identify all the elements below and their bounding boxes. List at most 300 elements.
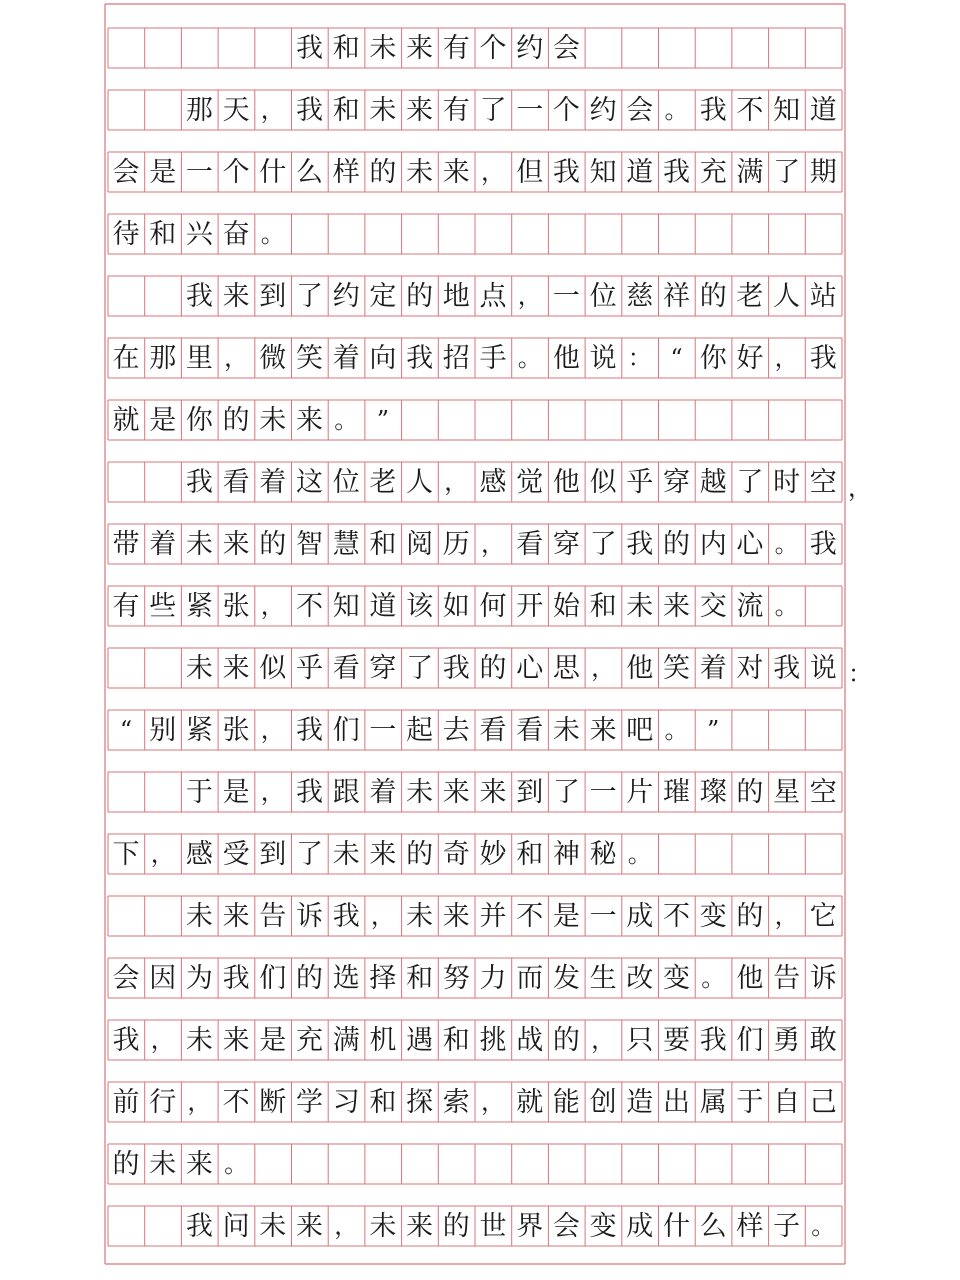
text-char: 了 [479, 94, 507, 126]
text-char: 未 [185, 528, 213, 560]
text-char: 会 [626, 94, 654, 126]
text-char: 充 [296, 1024, 323, 1056]
text-char: ， [224, 344, 249, 372]
text-char: 个 [552, 94, 580, 126]
text-char: 样 [332, 156, 360, 188]
text-char: 和 [589, 590, 617, 622]
text-char: 一 [185, 156, 213, 188]
text-char: 一 [516, 94, 544, 126]
text-char: 生 [589, 962, 617, 994]
text-char: 流 [736, 590, 764, 622]
text-char: 们 [332, 714, 360, 746]
text-char: 乎 [626, 466, 654, 498]
text-char: 我 [296, 94, 323, 126]
overflow-punctuation: ： [848, 660, 872, 688]
text-char: ， [591, 654, 616, 682]
text-char: ： [627, 344, 652, 372]
text-char: 来 [222, 280, 250, 312]
text-char: 了 [406, 652, 434, 684]
text-char: 知 [332, 590, 360, 622]
text-char: 的 [479, 652, 507, 684]
text-char: 道 [369, 590, 397, 622]
text-char: 行 [149, 1086, 177, 1118]
text-char: 知 [589, 156, 617, 188]
text-char: 诉 [809, 962, 837, 994]
text-char: 未 [406, 776, 434, 808]
text-char: 笑 [296, 342, 323, 374]
text-char: 交 [699, 590, 727, 622]
text-char: 择 [369, 962, 397, 994]
text-char: 智 [296, 528, 323, 560]
title-char: 个 [479, 32, 507, 64]
text-char: 个 [222, 156, 250, 188]
text-char: 穿 [369, 652, 397, 684]
text-char: 们 [736, 1024, 764, 1056]
text-char: 学 [296, 1086, 323, 1118]
text-char: 的 [699, 280, 727, 312]
text-char: 张 [222, 590, 250, 622]
text-char: 说 [589, 342, 617, 374]
text-char: 会 [112, 962, 140, 994]
text-char: 力 [479, 962, 507, 994]
text-char: 属 [699, 1086, 727, 1118]
text-char: 张 [222, 714, 250, 746]
text-char: 探 [406, 1086, 434, 1118]
text-char: 就 [112, 404, 140, 436]
text-char: 他 [552, 466, 580, 498]
text-char: 充 [699, 156, 727, 188]
text-char: 来 [222, 1024, 250, 1056]
text-char: 了 [296, 838, 323, 870]
text-char: 告 [259, 900, 287, 932]
text-char: ， [481, 1088, 505, 1116]
text-char: 们 [259, 962, 287, 994]
text-char: 。 [774, 530, 799, 558]
text-char: 的 [442, 1210, 470, 1242]
text-char: 人 [773, 280, 801, 312]
text-char: 他 [626, 652, 654, 684]
text-char: 了 [552, 776, 580, 808]
text-char: 知 [773, 94, 801, 126]
text-char: 带 [112, 528, 140, 560]
text-char: ， [260, 716, 285, 744]
text-char: 并 [479, 900, 507, 932]
text-char: ， [481, 158, 505, 186]
text-char: 未 [259, 1210, 287, 1242]
text-char: 微 [259, 342, 287, 374]
text-char: 到 [516, 776, 544, 808]
title-char: 未 [369, 32, 397, 64]
text-char: 似 [589, 466, 617, 498]
text-char: 。 [627, 840, 652, 868]
text-char: 秘 [589, 838, 617, 870]
text-char: 告 [773, 962, 801, 994]
text-char: 为 [185, 962, 213, 994]
text-char: 心 [516, 652, 544, 684]
text-char: 对 [736, 652, 764, 684]
text-char: 未 [369, 1210, 397, 1242]
text-char: 未 [149, 1148, 177, 1180]
text-char: 看 [516, 528, 544, 560]
text-char: 和 [369, 1086, 397, 1118]
text-char: 别 [149, 714, 177, 746]
text-char: 看 [516, 714, 544, 746]
text-char: 我 [552, 156, 580, 188]
text-char: 来 [663, 590, 690, 622]
text-char: 的 [736, 776, 764, 808]
text-char: 我 [406, 342, 434, 374]
text-char: 未 [406, 156, 434, 188]
text-char: 我 [185, 280, 213, 312]
text-char: 不 [296, 590, 323, 622]
text-char: 的 [406, 280, 434, 312]
text-char: ， [517, 282, 542, 310]
text-char: ” [707, 716, 720, 744]
text-char: 空 [809, 776, 837, 808]
text-char: 和 [332, 94, 360, 126]
text-char: 奋 [222, 218, 250, 250]
text-char: 历 [442, 528, 470, 560]
text-char: 兴 [185, 218, 213, 250]
text-char: 未 [626, 590, 654, 622]
text-char: 成 [626, 1210, 654, 1242]
text-char: 变 [699, 900, 727, 932]
text-char: 跟 [332, 776, 360, 808]
text-char: 那 [185, 94, 213, 126]
text-char: 世 [479, 1210, 507, 1242]
text-char: 。 [224, 1150, 249, 1178]
text-char: 感 [479, 466, 507, 498]
text-char: 祥 [663, 280, 690, 312]
text-char: 的 [663, 528, 690, 560]
text-char: 慧 [332, 528, 360, 560]
text-char: 来 [296, 1210, 323, 1242]
text-char: “ [119, 716, 133, 744]
text-char: 挑 [479, 1024, 507, 1056]
text-char: 了 [296, 280, 323, 312]
text-char: ， [774, 344, 799, 372]
text-char: 定 [369, 280, 397, 312]
text-char: 我 [185, 466, 213, 498]
text-char: 不 [663, 900, 690, 932]
text-char: 地 [442, 280, 470, 312]
text-char: 来 [222, 528, 250, 560]
text-char: ， [187, 1088, 212, 1116]
text-char: 于 [185, 776, 213, 808]
text-char: 思 [552, 652, 580, 684]
text-char: 未 [185, 652, 213, 684]
text-char: 越 [699, 466, 727, 498]
title-char: 和 [332, 32, 360, 64]
text-char: 位 [589, 280, 617, 312]
text-char: 笑 [663, 652, 690, 684]
text-char: 自 [773, 1086, 801, 1118]
text-char: 来 [296, 404, 323, 436]
text-char: 一 [552, 280, 580, 312]
text-char: 我 [296, 714, 323, 746]
text-char: 勇 [773, 1024, 801, 1056]
text-char: 开 [516, 590, 544, 622]
text-char: 着 [332, 342, 360, 374]
text-char: 老 [369, 466, 397, 498]
text-char: 期 [809, 156, 837, 188]
text-char: 我 [626, 528, 654, 560]
text-char: 来 [185, 1148, 213, 1180]
text-char: 满 [736, 156, 764, 188]
text-char: 努 [442, 962, 470, 994]
text-char: ， [150, 840, 175, 868]
text-char: 着 [699, 652, 727, 684]
text-char: 来 [442, 900, 470, 932]
text-char: 变 [589, 1210, 617, 1242]
text-char: ， [591, 1026, 616, 1054]
text-char: 穿 [663, 466, 690, 498]
text-char: 些 [149, 590, 177, 622]
text-char: 的 [259, 528, 287, 560]
text-char: 。 [701, 964, 726, 992]
text-char: 出 [663, 1086, 690, 1118]
text-char: 来 [369, 838, 397, 870]
text-char: ， [444, 468, 469, 496]
text-char: 我 [442, 652, 470, 684]
title-char: 有 [442, 32, 470, 64]
text-char: 。 [664, 716, 689, 744]
text-char: 我 [332, 900, 360, 932]
text-char: 不 [222, 1086, 250, 1118]
text-char: 来 [222, 900, 250, 932]
text-char: 未 [332, 838, 360, 870]
text-char: 于 [736, 1086, 764, 1118]
text-char: 妙 [479, 838, 507, 870]
text-char: 是 [149, 156, 177, 188]
text-char: 只 [626, 1024, 654, 1056]
text-char: 和 [406, 962, 434, 994]
text-char: 片 [626, 776, 654, 808]
text-char: 到 [259, 838, 287, 870]
text-char: 乎 [296, 652, 323, 684]
text-char: 似 [259, 652, 287, 684]
text-char: 看 [479, 714, 507, 746]
text-char: 来 [406, 1210, 434, 1242]
text-char: 着 [369, 776, 397, 808]
overflow-punctuation: ， [848, 474, 872, 502]
text-char: ， [481, 530, 505, 558]
title-char: 会 [552, 32, 580, 64]
text-char: 么 [296, 156, 323, 188]
text-char: 这 [296, 466, 323, 498]
text-char: 你 [699, 342, 727, 374]
text-char: 变 [663, 962, 690, 994]
text-char: 一 [369, 714, 397, 746]
text-char: 着 [259, 466, 287, 498]
text-char: 吧 [626, 714, 654, 746]
text-char: 下 [112, 838, 140, 870]
text-char: 未 [406, 900, 434, 932]
text-char: 遇 [406, 1024, 434, 1056]
text-char: 始 [552, 590, 580, 622]
text-char: 看 [222, 466, 250, 498]
text-char: 要 [663, 1024, 690, 1056]
text-char: 。 [774, 592, 799, 620]
text-char: 是 [259, 1024, 287, 1056]
text-char: 来 [406, 94, 434, 126]
text-char: 来 [589, 714, 617, 746]
text-char: 和 [442, 1024, 470, 1056]
text-char: 习 [332, 1086, 360, 1118]
text-char: 紧 [185, 714, 213, 746]
text-char: 内 [699, 528, 727, 560]
text-char: 敢 [809, 1024, 837, 1056]
text-char: ， [370, 902, 395, 930]
text-char: 的 [406, 838, 434, 870]
text-char: 问 [222, 1210, 250, 1242]
text-char: 。 [664, 96, 689, 124]
text-char: 待 [112, 218, 140, 250]
text-char: 能 [552, 1086, 580, 1118]
text-char: ， [150, 1026, 175, 1054]
text-char: 道 [809, 94, 837, 126]
text-char: 一 [589, 776, 617, 808]
text-char: 何 [479, 590, 507, 622]
text-char: 在 [112, 342, 140, 374]
text-char: 会 [552, 1210, 580, 1242]
text-char: 是 [149, 404, 177, 436]
text-char: 样 [736, 1210, 764, 1242]
text-char: 未 [369, 94, 397, 126]
text-char: 创 [589, 1086, 617, 1118]
text-char: ， [334, 1212, 359, 1240]
text-char: 有 [112, 590, 140, 622]
text-char: 手 [479, 342, 507, 374]
text-char: 去 [442, 714, 470, 746]
text-char: 不 [516, 900, 544, 932]
text-char: 他 [552, 342, 580, 374]
text-char: 受 [222, 838, 250, 870]
text-char: 看 [332, 652, 360, 684]
text-char: 。 [334, 406, 359, 434]
text-char: 么 [699, 1210, 727, 1242]
text-char: 位 [332, 466, 360, 498]
text-char: 我 [222, 962, 250, 994]
text-char: 索 [442, 1086, 470, 1118]
text-char: 你 [185, 404, 213, 436]
text-char: 道 [626, 156, 654, 188]
text-char: 机 [369, 1024, 397, 1056]
text-char: 璨 [699, 776, 727, 808]
text-char: 老 [736, 280, 764, 312]
title-char: 我 [296, 32, 323, 64]
text-char: 我 [663, 156, 690, 188]
text-char: 己 [809, 1086, 837, 1118]
text-char: 的 [552, 1024, 580, 1056]
text-char: 和 [516, 838, 544, 870]
text-char: 来 [442, 776, 470, 808]
text-char: 如 [442, 590, 470, 622]
text-char: 那 [149, 342, 177, 374]
text-char: 向 [369, 342, 397, 374]
text-char: 未 [185, 900, 213, 932]
text-char: ， [260, 96, 285, 124]
text-char: 什 [259, 156, 287, 188]
text-char: 起 [406, 714, 434, 746]
text-char: 阅 [406, 528, 434, 560]
text-char: 断 [259, 1086, 287, 1118]
text-char: 心 [736, 528, 764, 560]
title-char: 来 [406, 32, 434, 64]
text-char: 着 [149, 528, 177, 560]
text-char: 他 [736, 962, 764, 994]
text-char: ， [774, 902, 799, 930]
text-char: 造 [626, 1086, 654, 1118]
text-char: 满 [332, 1024, 360, 1056]
text-char: 而 [516, 962, 544, 994]
text-char: 我 [699, 94, 727, 126]
text-char: 神 [552, 838, 580, 870]
text-char: 点 [479, 280, 507, 312]
text-char: 不 [736, 94, 764, 126]
title-char: 约 [516, 32, 544, 64]
text-char: 来 [222, 652, 250, 684]
text-char: 什 [663, 1210, 690, 1242]
text-char: 。 [260, 220, 285, 248]
text-char: 未 [259, 404, 287, 436]
text-char: 是 [222, 776, 250, 808]
text-char: 了 [589, 528, 617, 560]
text-char: 了 [773, 156, 801, 188]
text-char: 时 [773, 466, 801, 498]
text-char: 的 [296, 962, 323, 994]
text-char: 它 [809, 900, 837, 932]
text-char: 成 [626, 900, 654, 932]
text-char: 到 [259, 280, 287, 312]
text-char: 我 [185, 1210, 213, 1242]
text-char: 空 [809, 466, 837, 498]
text-char: 的 [369, 156, 397, 188]
text-char: 会 [112, 156, 140, 188]
text-char: 但 [516, 156, 544, 188]
text-char: 一 [589, 900, 617, 932]
text-char: 天 [222, 94, 250, 126]
text-char: 奇 [442, 838, 470, 870]
text-char: 感 [185, 838, 213, 870]
text-char: 界 [516, 1210, 544, 1242]
text-char: 因 [149, 962, 177, 994]
text-char: 穿 [552, 528, 580, 560]
text-char: 诉 [296, 900, 323, 932]
text-char: 了 [736, 466, 764, 498]
text-char: 我 [296, 776, 323, 808]
text-char: 改 [626, 962, 654, 994]
text-char: 就 [516, 1086, 544, 1118]
text-char: 约 [332, 280, 360, 312]
text-char: ， [260, 778, 285, 806]
text-char: 发 [552, 962, 580, 994]
text-char: 该 [406, 590, 434, 622]
text-char: 璀 [663, 776, 690, 808]
text-char: 我 [112, 1024, 140, 1056]
text-char: 站 [809, 280, 837, 312]
text-char: 我 [699, 1024, 727, 1056]
text-char: 的 [112, 1148, 140, 1180]
text-char: 的 [736, 900, 764, 932]
text-char: 我 [809, 528, 837, 560]
text-char: 未 [552, 714, 580, 746]
text-char: 约 [589, 94, 617, 126]
text-char: 里 [185, 342, 213, 374]
text-char: 的 [222, 404, 250, 436]
text-char: 。 [811, 1212, 836, 1240]
text-char: 前 [112, 1086, 140, 1118]
